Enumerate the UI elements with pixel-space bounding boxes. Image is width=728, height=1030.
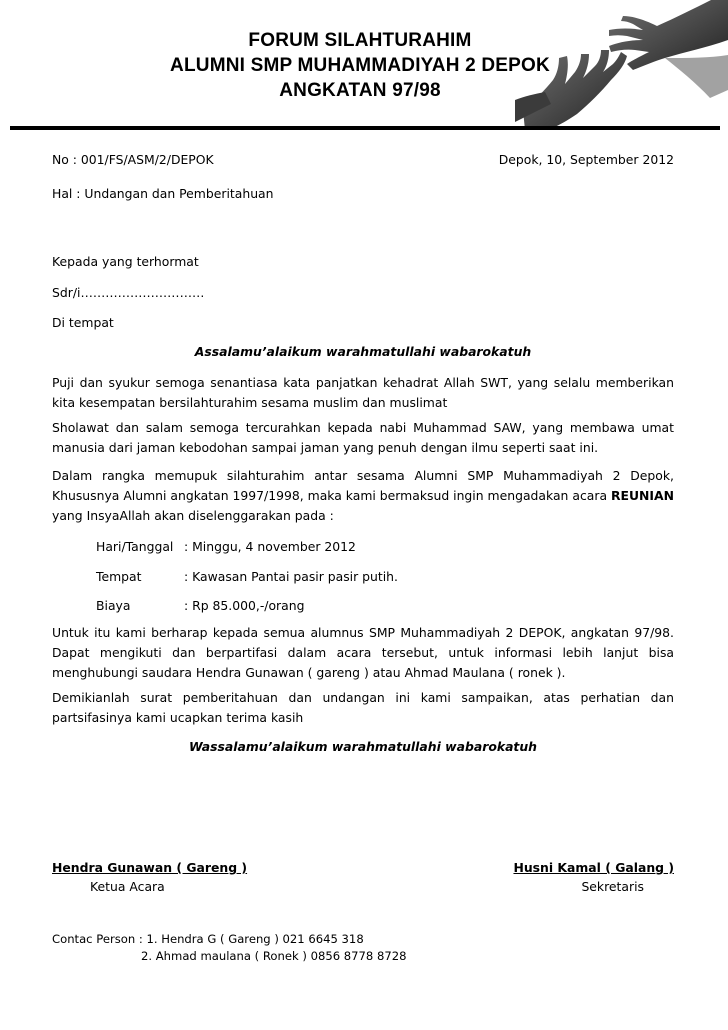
event-date-row [96,537,356,557]
letterhead-title-line-3: ANGKATAN 97/98 [279,80,441,101]
paragraph-1: Puji dan syukur semoga senantiasa kata panjatkan kehadrat Allah SWT, yang selalu memberikan kita kesempatan bersilahturahim sesama muslim dan muslimat [52,375,674,410]
event-cost-value: : Rp 85.000,-/orang [184,598,305,613]
paragraph-3-text-b: yang InsyaAllah akan diselenggarakan pada : [52,508,334,523]
reunion-highlight: REUNIAN [610,488,674,503]
contact-line-2: 2. Ahmad maulana ( Ronek ) 0856 8778 8728 [141,949,407,963]
event-place-value: : Kawasan Pantai pasir pasir putih. [184,569,398,584]
letterhead-divider [10,126,720,130]
signatory-left-name: Hendra Gunawan ( Gareng ) [52,860,248,875]
closing-greeting: Wassalamu’alaikum warahmatullahi wabarokatuh [188,739,538,754]
event-date-label: Hari/Tanggal [96,539,174,554]
letter-subject: Hal : Undangan dan Pemberitahuan [52,186,274,201]
paragraph-3-text-a: Dalam rangka memupuk silahturahim antar sesama Alumni SMP Muhammadiyah 2 Depok, Khususnya Alumni angkatan 1997/1998, maka kami bermaksud ingin mengadakan acara [52,468,674,503]
paragraph-2: Sholawat dan salam semoga tercurahkan kepada nabi Muhammad SAW, yang membawa umat manusia dari jaman kebodohan sampai jaman yang penuh dengan ilmu seperti saat ini. [52,420,674,455]
contact-line-1: Contac Person : 1. Hendra G ( Gareng ) 021 6645 318 [52,932,364,946]
paragraph-4: Untuk itu kami berharap kepada semua alumnus SMP Muhammadiyah 2 DEPOK, angkatan 97/98. Dapat mengikuti dan berpartifasi dalam acara tersebut, untuk informasi lebih lanjut bisa menghubungi saudara Hendra Gunawan ( gareng ) atau Ahmad Maulana ( ronek ). [52,625,674,680]
signatory-right-name: Husni Kamal ( Galang ) [513,860,674,875]
letterhead [0,0,728,135]
event-cost-label: Biaya [96,598,131,613]
letter-place-date: Depok, 10, September 2012 [498,152,674,167]
letterhead-title-line-1: FORUM SILAHTURAHIM [248,30,472,51]
event-place-row [96,567,398,587]
recipient-line-3: Di tempat [52,315,114,330]
event-date-value: : Minggu, 4 november 2012 [184,539,356,554]
letterhead-title-line-2: ALUMNI SMP MUHAMMADIYAH 2 DEPOK [170,55,550,76]
paragraph-5: Demikianlah surat pemberitahuan dan undangan ini kami sampaikan, atas perhatian dan partsifasinya kami ucapkan terima kasih [52,690,674,725]
event-place-label: Tempat [96,569,142,584]
opening-greeting: Assalamu’alaikum warahmatullahi wabarokatuh [194,344,532,359]
paragraph-3 [52,466,674,526]
reaching-hands-logo [515,0,728,130]
signatory-left-role: Ketua Acara [90,879,165,894]
recipient-line-2: Sdr/i………………………… [52,285,205,300]
letter-number: No : 001/FS/ASM/2/DEPOK [52,152,214,167]
recipient-line-1: Kepada yang terhormat [52,254,199,269]
event-cost-row [96,596,304,616]
signatory-right-role: Sekretaris [581,879,644,894]
